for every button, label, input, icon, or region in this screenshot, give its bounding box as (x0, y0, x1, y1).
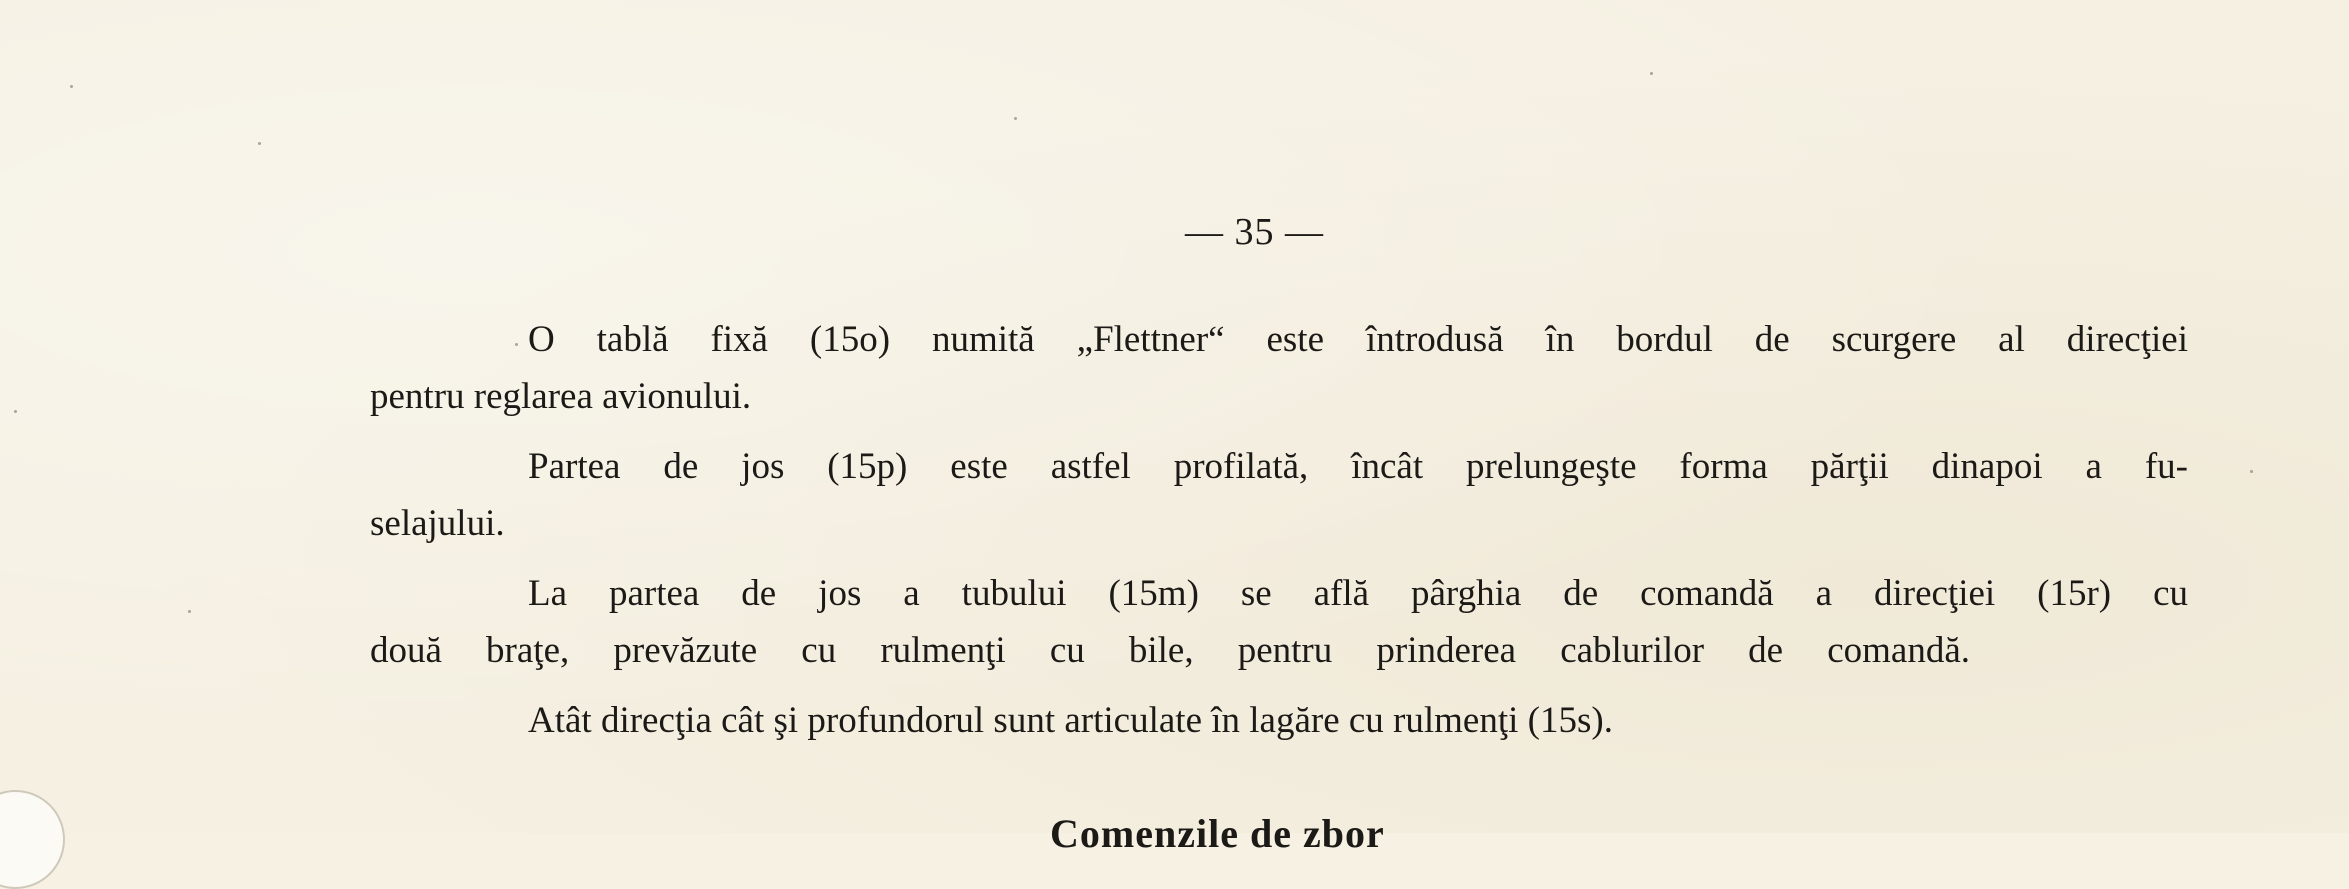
paragraph-3-line-2: două braţe, prevăzute cu rulmenţi cu bile, pentru prinderea cablurilor de comandă. (370, 630, 1970, 671)
paper-speck (70, 85, 73, 88)
paragraph-1-line-2: pentru reglarea avionului. (370, 376, 752, 417)
paper-speck (2250, 470, 2253, 473)
page-number: — 35 — (1185, 211, 1324, 253)
paper-speck (1650, 72, 1653, 75)
paragraph-1-line-1: O tablă fixă (15o) numită „Flettner“ este întrodusă în bordul de scurgere al direcţiei (528, 319, 2188, 360)
paper-speck (14, 410, 17, 413)
paper-speck (515, 343, 518, 346)
paragraph-2-line-1: Partea de jos (15p) este astfel profilată, încât prelungeşte forma părţii dinapoi a fu- (528, 446, 2188, 487)
paper-speck (188, 610, 191, 613)
paragraph-4-line-1: Atât direcţia cât şi profundorul sunt articulate în lagăre cu rulmenţi (15s). (528, 700, 1613, 741)
binder-hole (0, 790, 65, 889)
section-heading-partial: Comenzile de zbor (1050, 811, 1385, 856)
paragraph-3-line-1: La partea de jos a tubului (15m) se află pârghia de comandă a direcţiei (15r) cu (528, 573, 2188, 614)
paper-speck (258, 142, 261, 145)
paragraph-2-line-2: selajului. (370, 503, 505, 544)
paper-speck (1014, 117, 1017, 120)
